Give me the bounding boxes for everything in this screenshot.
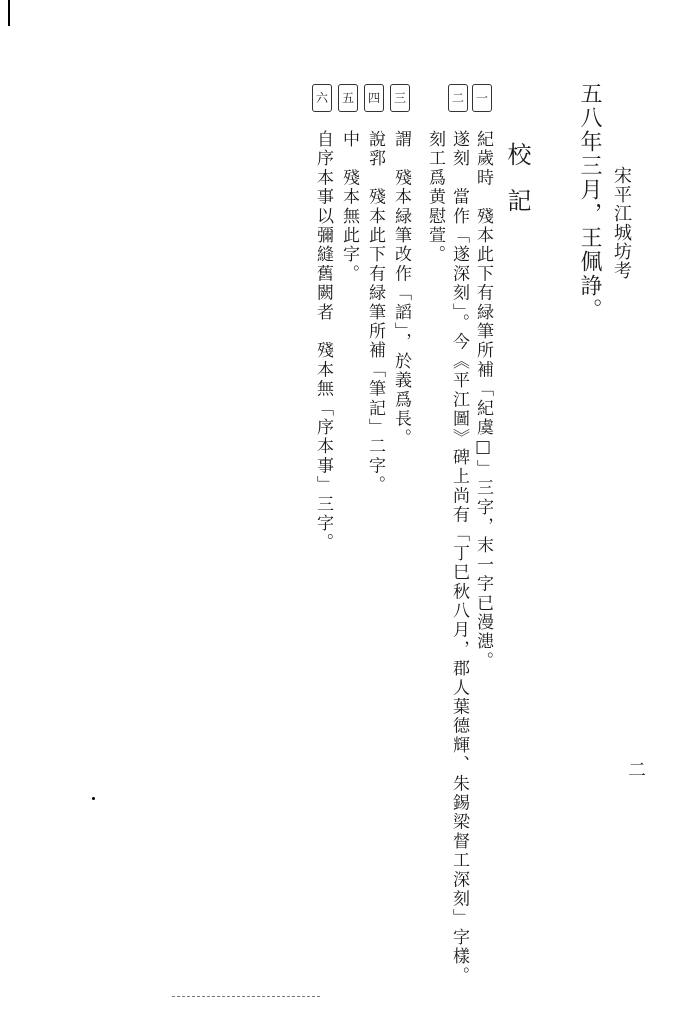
note-number: 五 [338, 84, 358, 112]
section-title: 校記 [503, 142, 531, 234]
note-number: 三 [390, 84, 410, 112]
note-number: 四 [364, 84, 384, 112]
page-number: 二 [625, 760, 646, 778]
note-number: 一 [472, 84, 492, 112]
note-text: 說郛 殘本此下有緑筆所補「筆記」二字。 [365, 130, 385, 495]
note-text: 謂 殘本緑筆改作「謟」，於義爲長。 [391, 130, 411, 448]
note-text: 遂刻 當作「遂深刻」。今《平江圖》碑上尚有「丁巳秋八月，郡人葉德輝、朱錫梁督工深刻」字樣。 [449, 130, 469, 986]
running-head: 宋平江城坊考 [611, 166, 632, 280]
scan-dash-line [172, 996, 320, 997]
scan-speck [8, 0, 10, 26]
note-text-continued: 刻工爲黄慰萱。 [425, 130, 445, 265]
note-text: 紀歲時 殘本此下有緑筆所補「紀虞□」三字，末一字已漫漶。 [473, 130, 493, 671]
note-6 [306, 84, 336, 553]
note-text: 自序本事以彌縫舊闕者 殘本無「序本事」三字。 [313, 130, 333, 553]
note-number: 六 [312, 84, 332, 112]
scan-speck [92, 797, 95, 800]
body-text-line: 五八年三月，王佩諍。 [577, 82, 602, 322]
note-4 [358, 84, 388, 495]
note-3 [384, 84, 414, 448]
note-number: 二 [448, 84, 468, 112]
note-text: 中 殘本無此字。 [339, 130, 359, 284]
note-5 [332, 84, 362, 284]
note-2 [425, 84, 472, 986]
